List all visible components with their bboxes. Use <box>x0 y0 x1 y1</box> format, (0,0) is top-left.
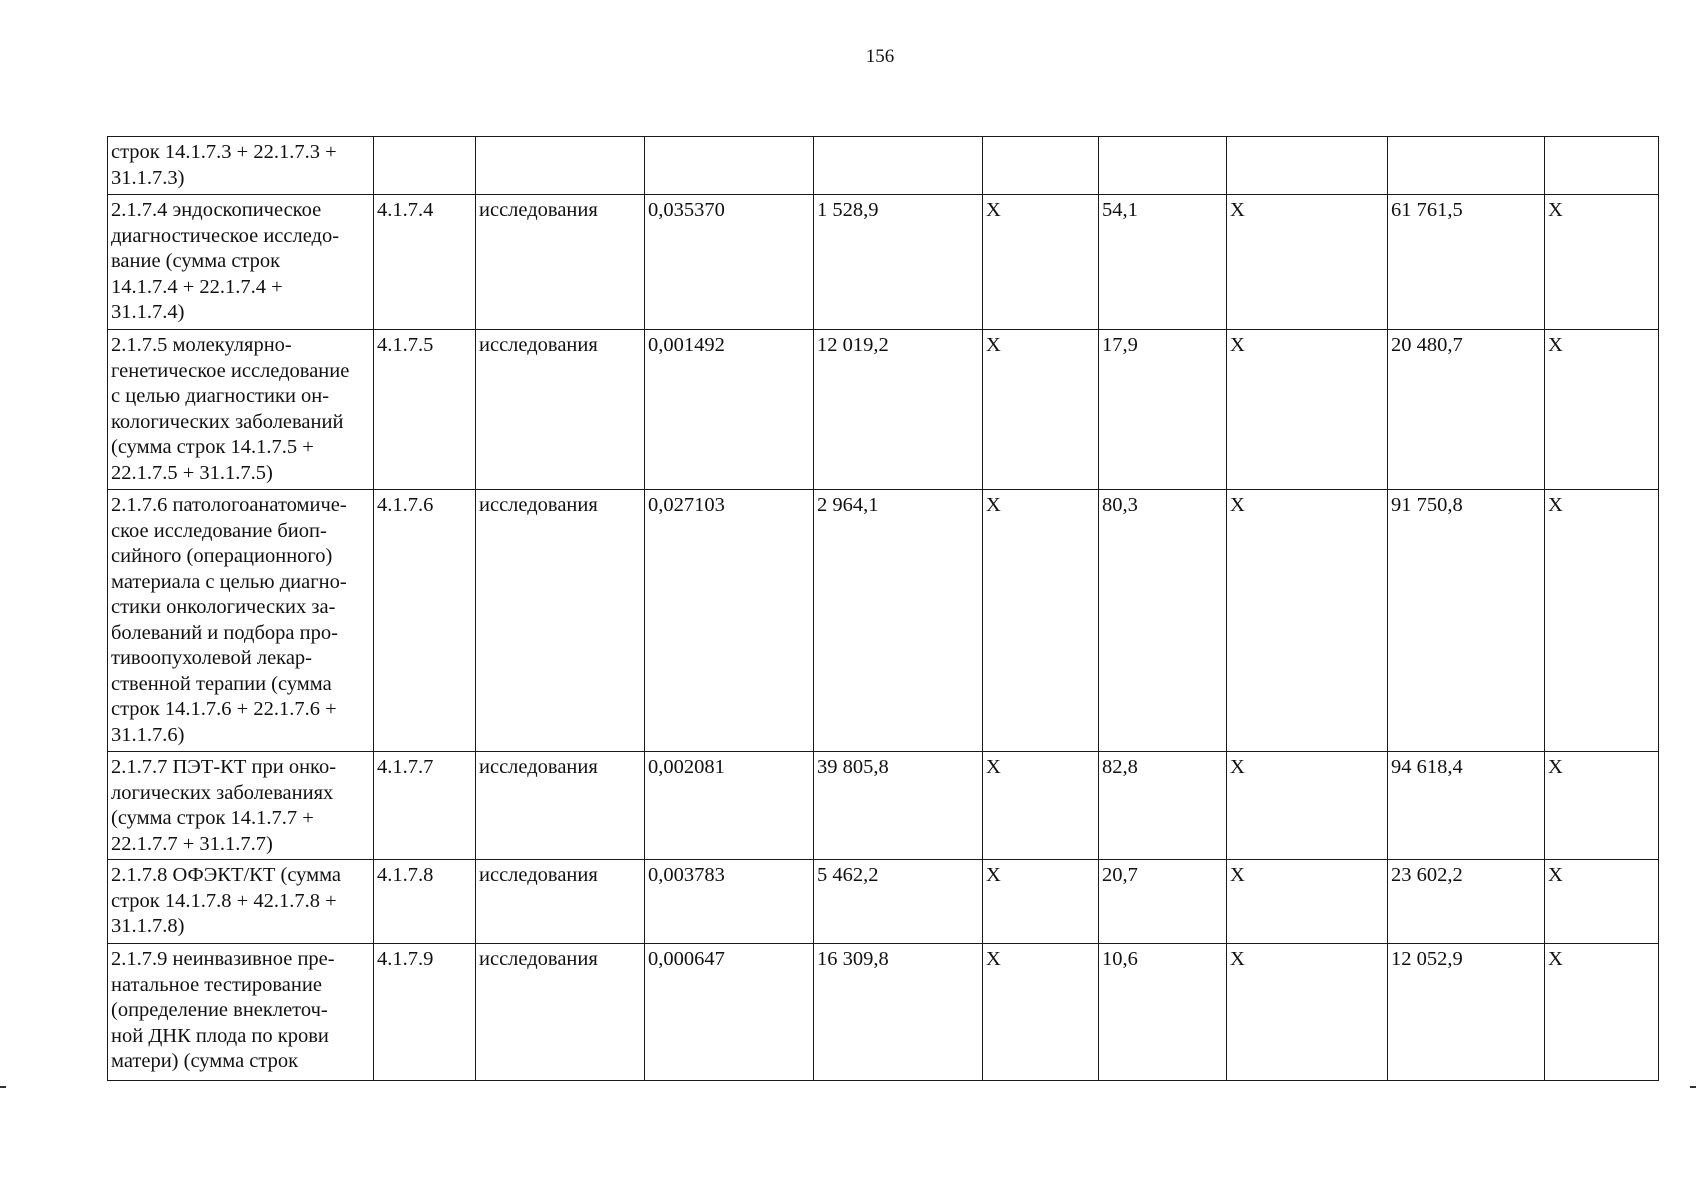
row-col6: X <box>983 330 1099 490</box>
row-col6: X <box>983 195 1099 330</box>
row-cost: 1 528,9 <box>814 195 983 330</box>
table-row <box>108 860 1659 944</box>
row-cost: 12 019,2 <box>814 330 983 490</box>
row-col7: 54,1 <box>1099 195 1227 330</box>
row-col10: X <box>1545 752 1659 860</box>
row-code: 4.1.7.8 <box>374 860 476 944</box>
row-unit: исследования <box>476 860 645 944</box>
row-col8: X <box>1227 490 1388 752</box>
row-description: 2.1.7.8 ОФЭКТ/КТ (сумма строк 14.1.7.8 + 42.1.7.8 + 31.1.7.8) <box>108 860 374 944</box>
row-col7: 80,3 <box>1099 490 1227 752</box>
scan-edge-mark <box>1690 1086 1696 1088</box>
row-description: 2.1.7.4 эндоскопическое диагностическое исследо- вание (сумма строк 14.1.7.4 + 22.1.7.4 + 31.1.7.4) <box>108 195 374 330</box>
row-col8: X <box>1227 195 1388 330</box>
row-col9 <box>1388 137 1545 195</box>
row-col10: X <box>1545 330 1659 490</box>
row-col6: X <box>983 944 1099 1081</box>
row-code: 4.1.7.5 <box>374 330 476 490</box>
row-col10: X <box>1545 944 1659 1081</box>
row-code <box>374 137 476 195</box>
row-unit: исследования <box>476 195 645 330</box>
row-col10 <box>1545 137 1659 195</box>
row-col8: X <box>1227 944 1388 1081</box>
scan-edge-mark <box>0 1086 6 1088</box>
row-norm: 0,001492 <box>645 330 814 490</box>
table-row <box>108 752 1659 860</box>
row-col6 <box>983 137 1099 195</box>
row-cost: 2 964,1 <box>814 490 983 752</box>
row-code: 4.1.7.9 <box>374 944 476 1081</box>
row-col10: X <box>1545 490 1659 752</box>
table-body <box>108 137 1659 1081</box>
row-code: 4.1.7.6 <box>374 490 476 752</box>
row-norm: 0,035370 <box>645 195 814 330</box>
row-unit: исследования <box>476 752 645 860</box>
row-description: 2.1.7.7 ПЭТ-КТ при онко- логических заболеваниях (сумма строк 14.1.7.7 + 22.1.7.7 + 31.1.7.7) <box>108 752 374 860</box>
table-row <box>108 195 1659 330</box>
row-col9: 94 618,4 <box>1388 752 1545 860</box>
row-col7: 17,9 <box>1099 330 1227 490</box>
row-col8: X <box>1227 752 1388 860</box>
row-cost: 5 462,2 <box>814 860 983 944</box>
row-col7: 20,7 <box>1099 860 1227 944</box>
row-col6: X <box>983 490 1099 752</box>
page-number: 156 <box>865 46 895 67</box>
row-description: 2.1.7.9 неинвазивное пре- натальное тестирование (определение внеклеточ- ной ДНК плода по крови матери) (сумма строк <box>108 944 374 1081</box>
row-col10: X <box>1545 860 1659 944</box>
row-col7: 82,8 <box>1099 752 1227 860</box>
row-col10: X <box>1545 195 1659 330</box>
row-norm <box>645 137 814 195</box>
row-col9: 91 750,8 <box>1388 490 1545 752</box>
row-col7 <box>1099 137 1227 195</box>
row-code: 4.1.7.4 <box>374 195 476 330</box>
row-col8: X <box>1227 860 1388 944</box>
row-norm: 0,000647 <box>645 944 814 1081</box>
row-col7: 10,6 <box>1099 944 1227 1081</box>
row-norm: 0,003783 <box>645 860 814 944</box>
row-col9: 61 761,5 <box>1388 195 1545 330</box>
row-col9: 20 480,7 <box>1388 330 1545 490</box>
row-cost: 16 309,8 <box>814 944 983 1081</box>
row-unit: исследования <box>476 490 645 752</box>
row-col8: X <box>1227 330 1388 490</box>
row-col8 <box>1227 137 1388 195</box>
row-unit: исследования <box>476 944 645 1081</box>
row-description: строк 14.1.7.3 + 22.1.7.3 + 31.1.7.3) <box>108 137 374 195</box>
table-row <box>108 137 1659 195</box>
tariff-table <box>107 136 1659 1081</box>
row-col6: X <box>983 860 1099 944</box>
row-norm: 0,027103 <box>645 490 814 752</box>
row-description: 2.1.7.6 патологоанатомиче- ское исследование биоп- сийного (операционного) материала с целью диагно- стики онкологических за- болеваний и подбора про- тивоопухолевой лекар- ственной терапии (сумма строк 14.1.7.6 + 22.1.7.6 + 31.1.7.6) <box>108 490 374 752</box>
row-description: 2.1.7.5 молекулярно- генетическое исследование с целью диагностики он- кологических заболеваний (сумма строк 14.1.7.5 + 22.1.7.5 + 31.1.7.5) <box>108 330 374 490</box>
row-norm: 0,002081 <box>645 752 814 860</box>
table-row <box>108 944 1659 1081</box>
row-cost <box>814 137 983 195</box>
table-row <box>108 490 1659 752</box>
row-unit <box>476 137 645 195</box>
table-row <box>108 330 1659 490</box>
row-col9: 23 602,2 <box>1388 860 1545 944</box>
row-unit: исследования <box>476 330 645 490</box>
row-col9: 12 052,9 <box>1388 944 1545 1081</box>
row-cost: 39 805,8 <box>814 752 983 860</box>
row-col6: X <box>983 752 1099 860</box>
row-code: 4.1.7.7 <box>374 752 476 860</box>
